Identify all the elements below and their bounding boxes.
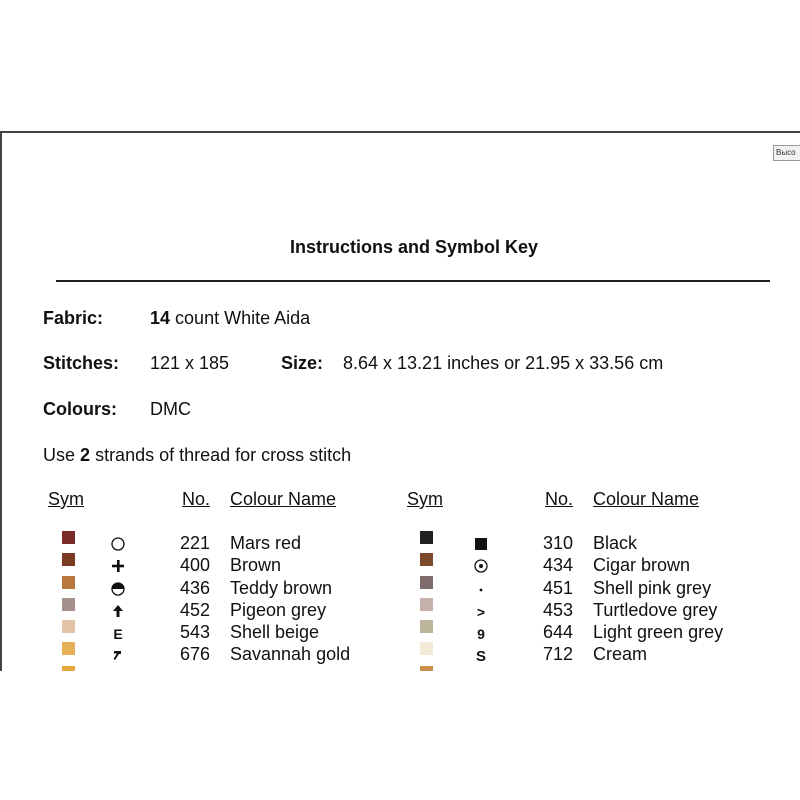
circle-outline-icon	[110, 537, 126, 554]
colour-number: 310	[543, 533, 574, 553]
colour-name: Turtledove grey	[593, 600, 718, 620]
colour-number: 452	[180, 600, 211, 620]
color-swatch	[62, 531, 75, 544]
document-page	[0, 131, 800, 671]
strands-count: 2	[80, 445, 91, 465]
title-divider	[56, 280, 770, 282]
header-no-right: No.	[545, 489, 574, 509]
colour-number: 434	[543, 555, 574, 575]
strands-pre: Use	[43, 445, 76, 465]
stitches-label: Stitches:	[43, 353, 120, 373]
color-swatch	[420, 531, 433, 544]
arrow-up-icon	[110, 604, 126, 621]
circle-dot-icon	[473, 559, 489, 576]
color-swatch	[420, 553, 433, 566]
header-no-left: No.	[182, 489, 211, 509]
header-sym-left: Sym	[48, 489, 84, 509]
colour-name: Mars red	[230, 533, 302, 553]
colour-name: Savannah gold	[230, 644, 351, 664]
colour-name: Cigar brown	[593, 555, 691, 575]
color-swatch	[420, 598, 433, 611]
small-dot-icon	[473, 582, 489, 599]
color-swatch	[420, 576, 433, 589]
colours-label: Colours:	[43, 399, 117, 419]
strands-instruction	[43, 445, 351, 466]
letter-s-icon: S	[475, 648, 486, 665]
color-swatch	[420, 642, 433, 655]
color-swatch	[62, 576, 75, 589]
colour-number: 543	[180, 622, 211, 642]
half-circle-icon	[110, 582, 126, 599]
corner-tab[interactable]: Высо	[773, 145, 800, 161]
fabric-label: Fabric:	[43, 308, 104, 328]
color-swatch	[420, 620, 433, 633]
fabric-count: 14	[150, 308, 171, 328]
colours-value: DMC	[150, 399, 191, 419]
fabric-value	[150, 308, 310, 329]
color-swatch	[62, 553, 75, 566]
colour-number: 400	[180, 555, 211, 575]
color-swatch	[62, 620, 75, 633]
colour-name: Cream	[593, 644, 648, 664]
color-swatch-partial	[420, 666, 433, 671]
color-swatch	[62, 598, 75, 611]
strands-post: strands of thread for cross stitch	[95, 445, 352, 465]
colour-name: Brown	[230, 555, 282, 575]
colour-name: Black	[593, 533, 638, 553]
letter-e-icon: E	[113, 626, 123, 642]
color-swatch	[62, 642, 75, 655]
colour-name: Shell beige	[230, 622, 320, 642]
plus-icon	[110, 559, 126, 576]
colour-name: Teddy brown	[230, 578, 333, 598]
colour-number: 436	[180, 578, 211, 598]
colour-number: 712	[543, 644, 574, 664]
header-name-left: Colour Name	[230, 489, 337, 509]
colour-name: Shell pink grey	[593, 578, 712, 598]
colour-number: 453	[543, 600, 574, 620]
colour-name: Light green grey	[593, 622, 724, 642]
colour-name: Pigeon grey	[230, 600, 327, 620]
header-name-right: Colour Name	[593, 489, 700, 509]
fabric-text: count White Aida	[175, 308, 311, 328]
colour-number: 221	[180, 533, 211, 553]
header-sym-right: Sym	[407, 489, 443, 509]
colour-number: 676	[180, 644, 211, 664]
stitches-value: 121 x 185	[150, 353, 230, 373]
digit-nine-icon: 9	[477, 626, 485, 642]
color-swatch-partial	[62, 666, 75, 671]
greater-than-icon: >	[476, 604, 486, 620]
page-title: Instructions and Symbol Key	[289, 237, 539, 257]
colour-number: 644	[543, 622, 574, 642]
filled-square-icon	[473, 537, 489, 554]
colour-number: 451	[543, 578, 574, 598]
hammer-icon	[110, 648, 126, 665]
size-value: 8.64 x 13.21 inches or 21.95 x 33.56 cm	[343, 353, 664, 373]
size-label: Size:	[281, 353, 324, 373]
